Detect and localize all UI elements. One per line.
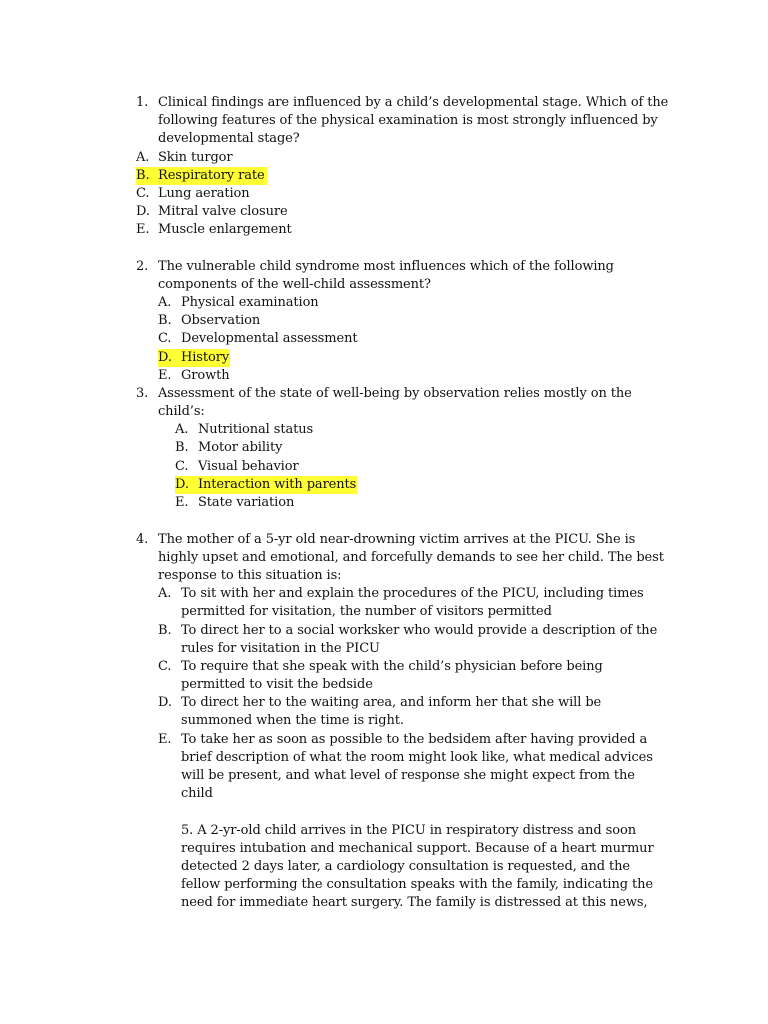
option-letter: C. [158, 331, 172, 346]
question-text-line: need for immediate heart surgery. The family is distressed at this news, [181, 895, 648, 910]
option-text-line: To direct her to a social worksker who would provide a description of the [181, 623, 658, 638]
question-text-line: requires intubation and mechanical support. Because of a heart murmur [181, 841, 654, 856]
option-text: Growth [181, 368, 230, 383]
option-text: Nutritional status [198, 422, 314, 437]
option-text: State variation [198, 495, 295, 510]
option-letter: D. [136, 204, 150, 219]
option-letter: B. [175, 440, 189, 455]
option-text-correct: History [181, 350, 230, 365]
question-text-line: child’s: [158, 404, 205, 419]
option-text-line: To direct her to the waiting area, and inform her that she will be [181, 695, 602, 710]
option-text: Skin turgor [158, 150, 233, 165]
question-text-line: The vulnerable child syndrome most influences which of the following [158, 259, 614, 274]
option-text: Observation [181, 313, 261, 328]
question-text-line: 5. A 2-yr-old child arrives in the PICU in respiratory distress and soon [181, 823, 636, 838]
option-letter: E. [136, 222, 150, 237]
option-letter: E. [158, 732, 172, 747]
option-letter: D. [175, 477, 189, 492]
question-number: 1. [136, 95, 149, 110]
option-text-line: permitted for visitation, the number of visitors permitted [181, 604, 552, 619]
option-text-line: To sit with her and explain the procedures of the PICU, including times [181, 586, 644, 601]
option-letter: A. [136, 150, 150, 165]
question-text-line: highly upset and emotional, and forcefully demands to see her child. The best [158, 550, 664, 565]
option-letter: B. [158, 313, 172, 328]
question-number: 3. [136, 386, 149, 401]
option-text: Motor ability [198, 440, 283, 455]
option-text-line: child [181, 786, 213, 801]
option-letter: C. [136, 186, 150, 201]
option-letter: A. [175, 422, 189, 437]
option-letter: D. [158, 695, 172, 710]
option-text-line: summoned when the time is right. [181, 713, 404, 728]
option-text: Developmental assessment [181, 331, 358, 346]
question-text-line: detected 2 days later, a cardiology consultation is requested, and the [181, 859, 630, 874]
option-letter: B. [136, 168, 150, 183]
option-letter: B. [158, 623, 172, 638]
option-text: Lung aeration [158, 186, 250, 201]
option-text: Physical examination [181, 295, 319, 310]
option-text-line: To require that she speak with the child’s physician before being [181, 659, 603, 674]
question-number: 4. [136, 532, 149, 547]
option-text-line: permitted to visit the bedside [181, 677, 373, 692]
option-text: Visual behavior [198, 459, 299, 474]
option-text-line: To take her as soon as possible to the bedsidem after having provided a [181, 732, 648, 747]
option-letter: C. [175, 459, 189, 474]
option-letter: A. [158, 586, 172, 601]
option-text: Mitral valve closure [158, 204, 288, 219]
question-text-line: following features of the physical examination is most strongly influenced by [158, 113, 658, 128]
question-text-line: components of the well-child assessment? [158, 277, 431, 292]
question-text-line: The mother of a 5-yr old near-drowning victim arrives at the PICU. She is [158, 532, 636, 547]
question-text-line: fellow performing the consultation speaks with the family, indicating the [181, 877, 653, 892]
option-text-correct: Interaction with parents [198, 477, 357, 492]
option-letter: A. [158, 295, 172, 310]
option-letter: E. [175, 495, 189, 510]
question-text-line: response to this situation is: [158, 568, 342, 583]
question-number: 2. [136, 259, 149, 274]
question-text-line: Assessment of the state of well-being by observation relies mostly on the [158, 386, 632, 401]
option-text-line: brief description of what the room might look like, what medical advices [181, 750, 653, 765]
question-text-line: developmental stage? [158, 131, 300, 146]
option-letter: E. [158, 368, 172, 383]
option-text-correct: Respiratory rate [158, 168, 265, 183]
question-text-line: Clinical findings are influenced by a child’s developmental stage. Which of the [158, 95, 669, 110]
option-text-line: will be present, and what level of response she might expect from the [181, 768, 635, 783]
option-letter: C. [158, 659, 172, 674]
option-text: Muscle enlargement [158, 222, 292, 237]
option-text-line: rules for visitation in the PICU [181, 641, 380, 656]
option-letter: D. [158, 350, 172, 365]
